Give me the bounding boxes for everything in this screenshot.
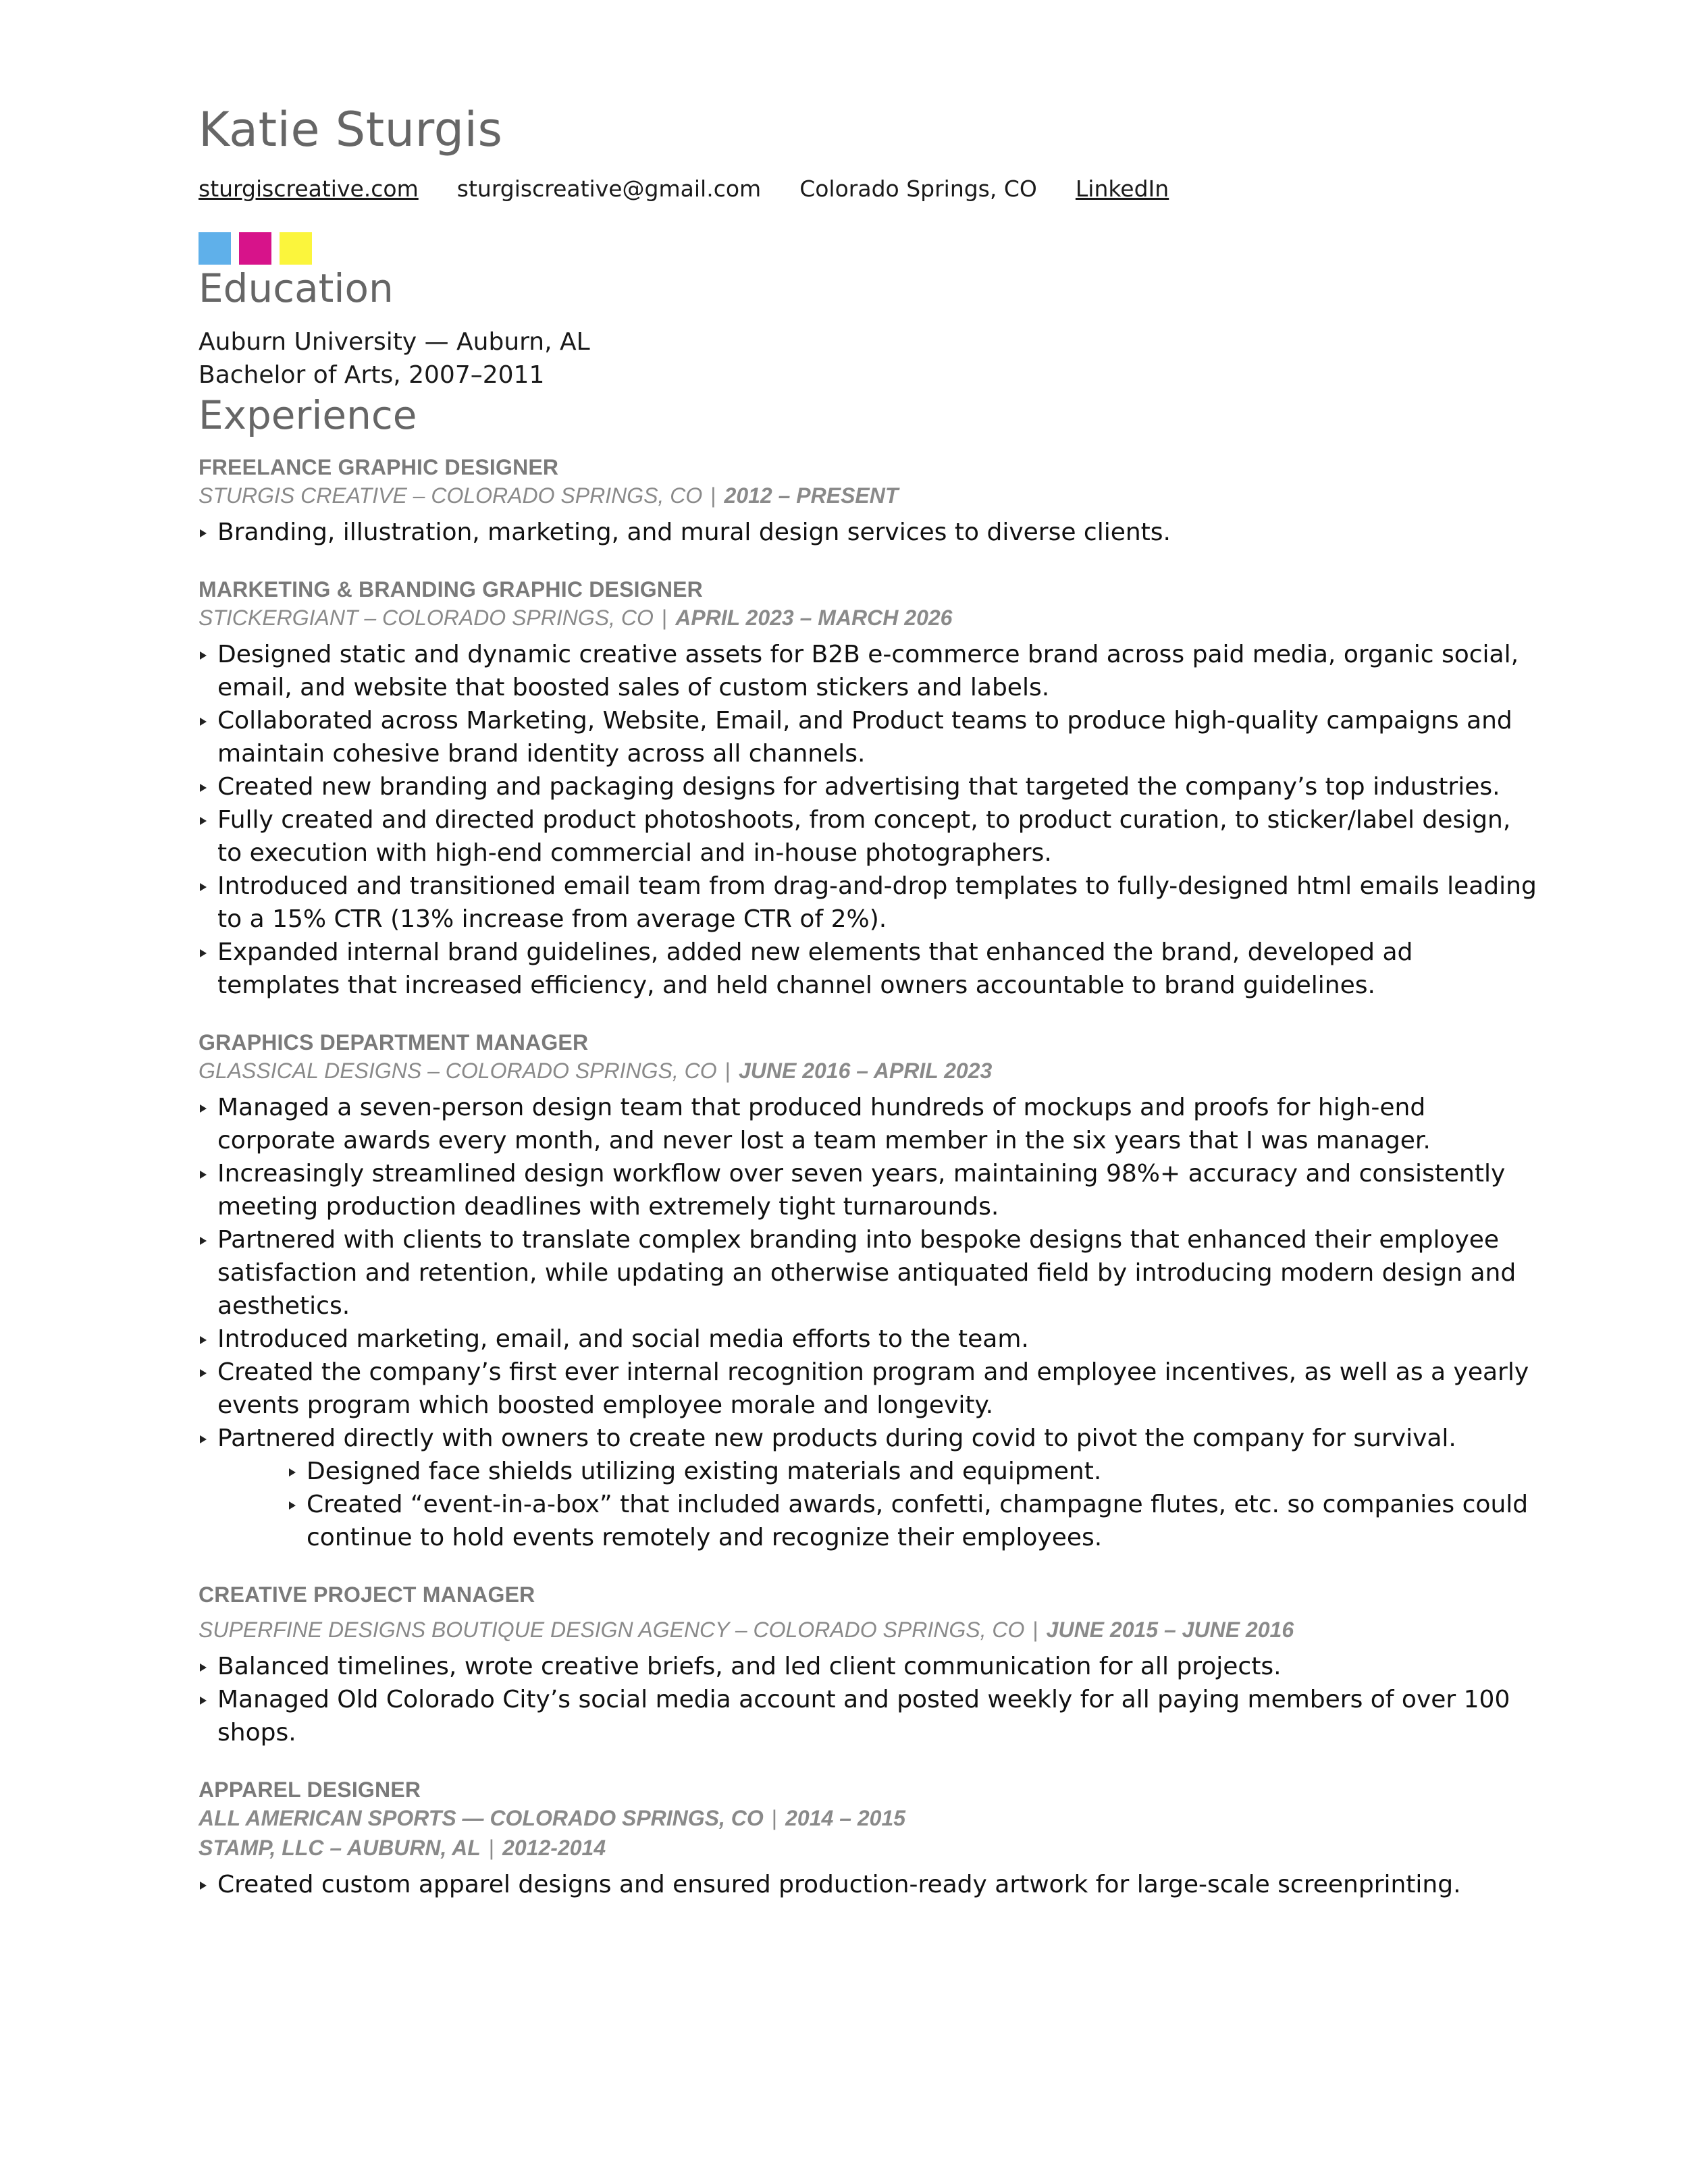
- job-company: STICKERGIANT – COLORADO SPRINGS, CO: [199, 606, 654, 630]
- meta-separator: |: [710, 483, 716, 508]
- job-company-secondary: STAMP, LLC – AUBURN, AL: [199, 1836, 481, 1860]
- sub-bullet-item: Created “event-in-a-box” that included awards, confetti, champagne flutes, etc. so companies could continue to hold events remotely and recognize their employees.: [288, 1488, 1542, 1554]
- meta-separator: |: [488, 1836, 495, 1860]
- email-text: sturgiscreative@gmail.com: [456, 176, 762, 202]
- bullet-item: Increasingly streamlined design workflow over seven years, maintaining 98%+ accuracy and consistently meeting production deadlines with extremely tight turnarounds.: [199, 1157, 1542, 1223]
- education-school: Auburn University — Auburn, AL: [199, 328, 590, 356]
- bullet-item: Introduced marketing, email, and social media efforts to the team.: [199, 1323, 1542, 1356]
- bullet-item: Created custom apparel designs and ensured production-ready artwork for large-scale screenprinting.: [199, 1868, 1542, 1901]
- job-bullets: [199, 638, 1542, 1002]
- job-bullets: [199, 1650, 1542, 1749]
- location-text: Colorado Springs, CO: [799, 176, 1037, 202]
- bullet-item: Created the company’s first ever internal recognition program and employee incentives, as well as a yearly events program which boosted employee morale and longevity.: [199, 1356, 1542, 1422]
- job-meta-secondary: [199, 1833, 1542, 1863]
- resume-name: Katie Sturgis: [199, 102, 503, 157]
- bullet-item: Created new branding and packaging designs for advertising that targeted the company’s top industries.: [199, 770, 1542, 803]
- job-title: GRAPHICS DEPARTMENT MANAGER: [199, 1030, 589, 1055]
- job-meta: [199, 1056, 1542, 1086]
- yellow-swatch: [280, 232, 312, 265]
- bullet-item: Partnered with clients to translate complex branding into bespoke designs that enhanced their employee satisfaction and retention, while updating an otherwise antiquated field by introducing modern design and aesthetics.: [199, 1223, 1542, 1323]
- job-bullets: [199, 1868, 1542, 1901]
- job-title: CREATIVE PROJECT MANAGER: [199, 1582, 535, 1607]
- job-company: ALL AMERICAN SPORTS — COLORADO SPRINGS, CO: [199, 1806, 764, 1830]
- job-title: FREELANCE GRAPHIC DESIGNER: [199, 455, 559, 479]
- job-company: SUPERFINE DESIGNS BOUTIQUE DESIGN AGENCY – COLORADO SPRINGS, CO: [199, 1618, 1025, 1642]
- meta-separator: |: [1032, 1618, 1038, 1642]
- meta-separator: |: [771, 1806, 778, 1830]
- bullet-item: Expanded internal brand guidelines, added new elements that enhanced the brand, developed ad templates that increased efficiency, and held channel owners accountable to brand guidelines.: [199, 936, 1542, 1002]
- resume-content: [199, 101, 1542, 1901]
- job-dates-secondary: 2012-2014: [502, 1836, 606, 1860]
- bullet-item: Branding, illustration, marketing, and mural design services to diverse clients.: [199, 516, 1542, 549]
- bullet-item: Fully created and directed product photoshoots, from concept, to product curation, to sticker/label design, to execution with high-end commercial and in-house photographers.: [199, 803, 1542, 870]
- website-link[interactable]: sturgiscreative.com: [199, 176, 419, 202]
- bullet-item: Partnered directly with owners to create new products during covid to pivot the company for survival.: [199, 1422, 1542, 1455]
- education-heading: Education: [199, 265, 394, 311]
- job-freelance: [199, 454, 1542, 549]
- job-glassical: [199, 1029, 1542, 1554]
- sub-bullet-item: Designed face shields utilizing existing materials and equipment.: [288, 1455, 1542, 1488]
- education-block: [199, 325, 1542, 392]
- job-title: MARKETING & BRANDING GRAPHIC DESIGNER: [199, 577, 703, 602]
- contact-line: [199, 176, 1542, 203]
- job-bullets: [199, 516, 1542, 549]
- job-dates: JUNE 2015 – JUNE 2016: [1046, 1618, 1294, 1642]
- job-dates: JUNE 2016 – APRIL 2023: [738, 1059, 993, 1083]
- color-swatches: [199, 232, 1542, 265]
- cyan-swatch: [199, 232, 231, 265]
- job-dates: APRIL 2023 – MARCH 2026: [675, 606, 953, 630]
- experience-heading: Experience: [199, 392, 417, 438]
- bullet-item: Managed Old Colorado City’s social media account and posted weekly for all paying members of over 100 shops.: [199, 1683, 1542, 1749]
- job-bullets: [199, 1091, 1542, 1455]
- job-apparel: [199, 1776, 1542, 1901]
- job-meta: [199, 603, 1542, 633]
- meta-separator: |: [661, 606, 668, 630]
- bullet-item: Balanced timelines, wrote creative briefs, and led client communication for all projects.: [199, 1650, 1542, 1683]
- job-stickergiant: [199, 576, 1542, 1002]
- linkedin-link[interactable]: LinkedIn: [1075, 176, 1169, 202]
- job-company: STURGIS CREATIVE – COLORADO SPRINGS, CO: [199, 483, 703, 508]
- bullet-item: Managed a seven-person design team that produced hundreds of mockups and proofs for high-end corporate awards every month, and never lost a team member in the six years that I was manager.: [199, 1091, 1542, 1157]
- job-superfine: [199, 1581, 1542, 1749]
- education-degree: Bachelor of Arts, 2007–2011: [199, 361, 545, 389]
- bullet-item: Designed static and dynamic creative assets for B2B e-commerce brand across paid media, organic social, email, and website that boosted sales of custom stickers and labels.: [199, 638, 1542, 704]
- job-title: APPAREL DESIGNER: [199, 1778, 421, 1802]
- job-dates: 2012 – PRESENT: [724, 483, 899, 508]
- bullet-item: Introduced and transitioned email team from drag-and-drop templates to fully-designed html emails leading to a 15% CTR (13% increase from average CTR of 2%).: [199, 870, 1542, 936]
- job-meta: [199, 1615, 1542, 1645]
- job-dates: 2014 – 2015: [785, 1806, 906, 1830]
- job-meta: [199, 481, 1542, 510]
- job-company: GLASSICAL DESIGNS – COLORADO SPRINGS, CO: [199, 1059, 717, 1083]
- bullet-item: Collaborated across Marketing, Website, Email, and Product teams to produce high-quality campaigns and maintain cohesive brand identity across all channels.: [199, 704, 1542, 770]
- job-meta: [199, 1803, 1542, 1833]
- meta-separator: |: [724, 1059, 731, 1083]
- job-sub-bullets: [199, 1455, 1542, 1554]
- magenta-swatch: [239, 232, 271, 265]
